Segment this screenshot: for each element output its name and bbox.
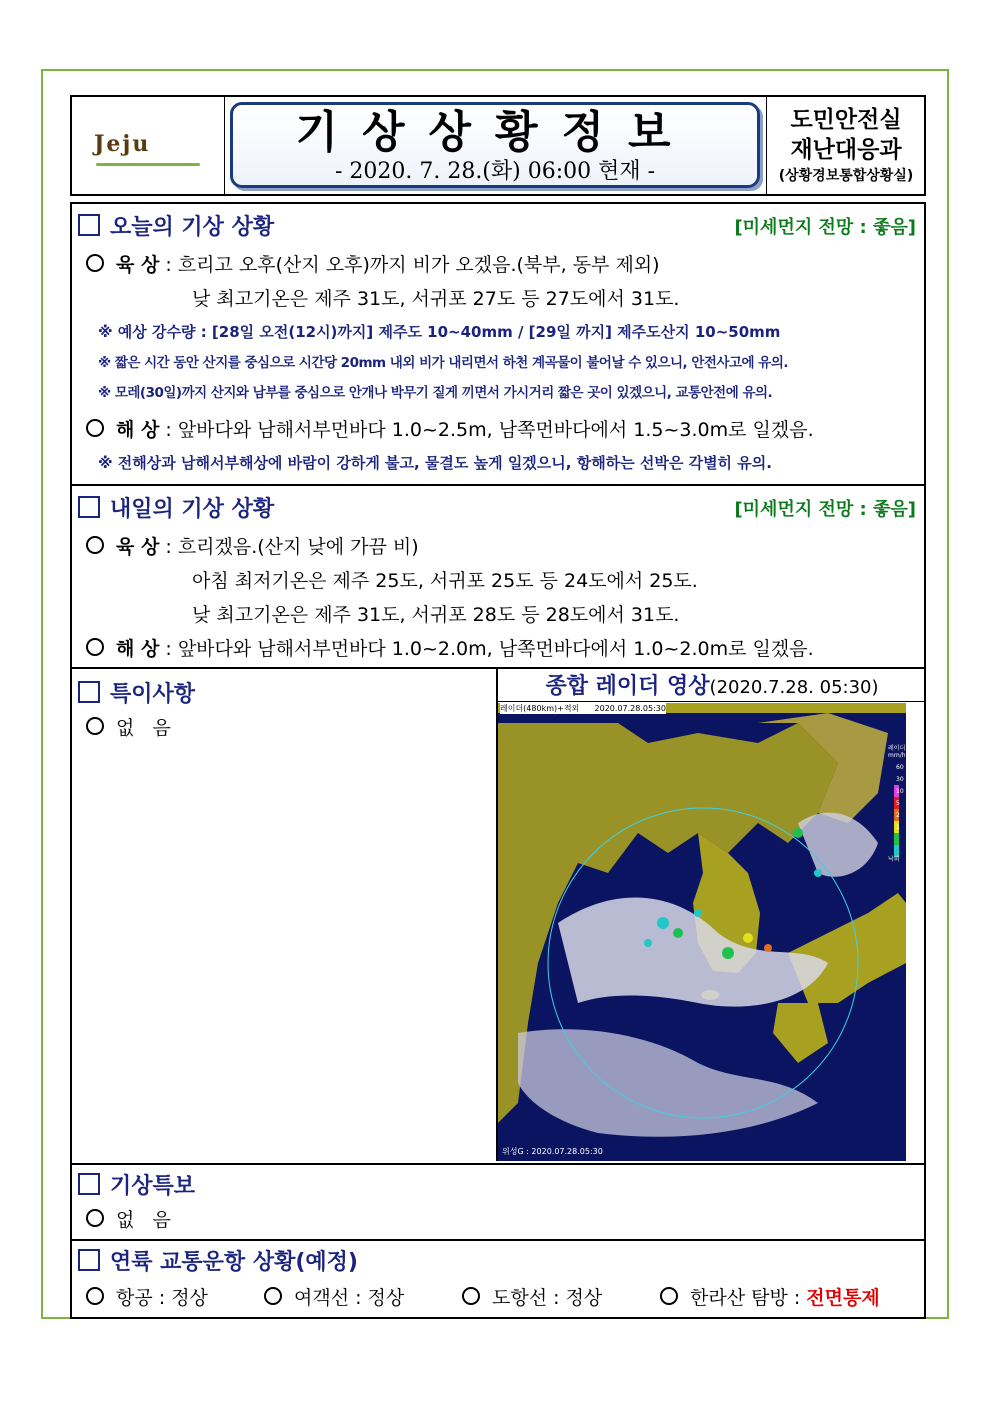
radar-title: 종합 레이더 영상 — [545, 674, 710, 699]
today-note-1: ※ 예상 강수량 : [28일 오전(12시)까지] 제주도 10~40mm / [29일 까지] 제주도산지 10~50mm — [98, 323, 781, 341]
report-date: - 2020. 7. 28.(화) 06:00 현재 - — [334, 159, 656, 184]
circle-icon — [86, 419, 104, 437]
warning-title: 기상특보 — [78, 1169, 195, 1200]
radar-image — [498, 703, 906, 1161]
legend-unit: mm/h — [888, 752, 906, 759]
today-note-3: ※ 모레(30일)까지 산지와 남부를 중심으로 안개나 박무기 짙게 끼면서 가시거리 짧은 곳이 있겠으니, 교통안전에 유의. — [98, 385, 773, 401]
tomorrow-land-line2: 아침 최저기온은 제주 25도, 서귀포 25도 등 24도에서 25도. — [192, 570, 698, 592]
org-line-1: 도민안전실 — [790, 107, 902, 133]
legend-lightning: 낙뢰 — [888, 856, 900, 863]
report-title: 기상상황정보 — [295, 107, 695, 158]
today-section — [70, 202, 926, 484]
circle-icon — [86, 254, 104, 272]
checkbox-icon — [78, 1249, 100, 1271]
warning-section — [70, 1163, 926, 1239]
jeju-logo — [72, 97, 225, 194]
logo-text: Jeju — [94, 131, 151, 157]
traffic-ferry: 여객선 : 정상 — [264, 1283, 404, 1310]
legend-value: 30 — [896, 776, 904, 783]
tomorrow-dust: [미세먼지 전망 : 좋음] — [734, 499, 916, 520]
circle-icon — [264, 1287, 282, 1305]
today-land-line1: 육 상 : 흐리고 오후(산지 오후)까지 비가 오겠음.(북부, 동부 제외) — [86, 250, 660, 277]
circle-icon — [86, 717, 104, 735]
legend-value: 5 — [896, 800, 900, 807]
legend-value: 60 — [896, 764, 904, 771]
circle-icon — [86, 638, 104, 656]
checkbox-icon — [78, 1173, 100, 1195]
circle-icon — [86, 1287, 104, 1305]
title-box — [230, 102, 760, 188]
tomorrow-land-line1: 육 상 : 흐리겠음.(산지 낮에 가끔 비) — [86, 532, 419, 559]
checkbox-icon — [78, 681, 100, 703]
organization — [766, 97, 925, 194]
radar-map — [498, 703, 906, 1161]
tomorrow-section — [70, 484, 926, 667]
special-title: 특이사항 — [78, 677, 195, 708]
hallasan-status: 전면통제 — [806, 1287, 880, 1309]
warning-item: 없 음 — [86, 1205, 171, 1232]
legend-value: 2 — [896, 812, 900, 819]
traffic-air: 항공 : 정상 — [86, 1283, 208, 1310]
today-note-4: ※ 전해상과 남해서부해상에 바람이 강하게 불고, 물결도 높게 일겠으니, 항해하는 선박은 각별히 유의. — [98, 454, 772, 472]
radar-header — [496, 669, 926, 702]
report-header — [70, 95, 926, 196]
special-section — [70, 667, 926, 1163]
tomorrow-land-line3: 낮 최고기온은 제주 31도, 서귀포 28도 등 28도에서 31도. — [192, 604, 680, 626]
circle-icon — [86, 1209, 104, 1227]
org-line-2: 재난대응과 — [790, 137, 902, 163]
checkbox-icon — [78, 496, 100, 518]
radar-caption-bottom: 위성G : 2020.07.28.05:30 — [502, 1147, 603, 1156]
legend-value: 1 — [896, 824, 900, 831]
today-dust: [미세먼지 전망 : 좋음] — [734, 217, 916, 238]
today-title: 오늘의 기상 상황 — [78, 210, 274, 241]
circle-icon — [660, 1287, 678, 1305]
today-land-line2: 낮 최고기온은 제주 31도, 서귀포 27도 등 27도에서 31도. — [192, 288, 680, 310]
weather-report — [70, 95, 926, 1319]
legend-title: 레이더 — [888, 745, 906, 752]
radar-legend — [888, 743, 906, 863]
today-sea-line: 해 상 : 앞바다와 남해서부먼바다 1.0~2.5m, 남쪽먼바다에서 1.5~3.0m로 일겠음. — [86, 415, 814, 442]
special-item: 없 음 — [86, 713, 171, 740]
checkbox-icon — [78, 214, 100, 236]
tomorrow-title: 내일의 기상 상황 — [78, 492, 274, 523]
logo-underline — [96, 163, 200, 166]
radar-datetime: (2020.7.28. 05:30) — [709, 677, 879, 698]
tomorrow-sea-line: 해 상 : 앞바다와 남해서부먼바다 1.0~2.0m, 남쪽먼바다에서 1.0~2.0m로 일겠음. — [86, 634, 814, 661]
org-line-3: (상황경보통합상황실) — [778, 168, 914, 184]
circle-icon — [86, 536, 104, 554]
circle-icon — [462, 1287, 480, 1305]
traffic-title: 연륙 교통운항 상황(예정) — [78, 1245, 358, 1276]
radar-caption-top: 레이더(480km)+적외 2020.07.28.05:30 — [500, 704, 666, 713]
legend-value: 10 — [896, 788, 904, 795]
traffic-section — [70, 1239, 926, 1319]
traffic-island-ferry: 도항선 : 정상 — [462, 1283, 602, 1310]
today-note-2: ※ 짧은 시간 동안 산지를 중심으로 시간당 20mm 내외 비가 내리면서 하천 계곡물이 불어날 수 있으니, 안전사고에 유의. — [98, 355, 789, 371]
traffic-hallasan: 한라산 탐방 : 전면통제 — [660, 1283, 880, 1310]
